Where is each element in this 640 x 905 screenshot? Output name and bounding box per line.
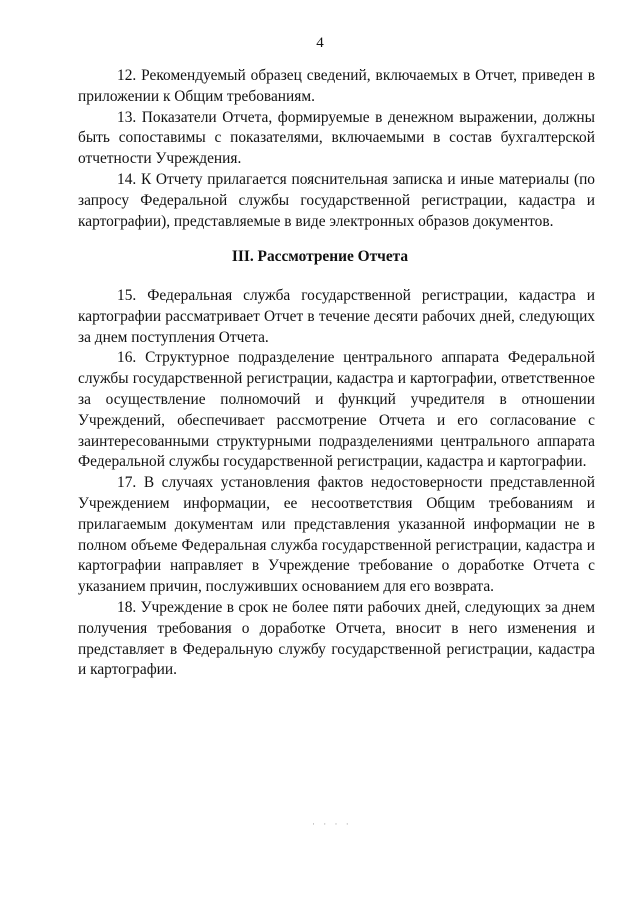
- section-heading: III. Рассмотрение Отчета: [231, 248, 409, 265]
- paragraphs-after-section: [78, 286, 595, 681]
- paragraph-12: 12. Рекомендуемый образец сведений, включаемых в Отчет, приведен в приложении к Общим требованиям.: [78, 67, 595, 105]
- paragraph-14: 14. К Отчету прилагается пояснительная записка и иные материалы (по запросу Федеральной службы государственной регистрации, кадастра и картографии), представляемые в виде электронных образов документов.: [78, 170, 595, 230]
- paragraph-18: 18. Учреждение в срок не более пяти рабочих дней, следующих за днем получения требования о доработке Отчета, вносит в него изменения и представляет в Федеральную службу государственной регистрации, кадастра и картографии.: [78, 598, 595, 679]
- paragraph-15: 15. Федеральная служба государственной регистрации, кадастра и картографии рассматривает Отчет в течение десяти рабочих дней, следующих за днем поступления Отчета.: [78, 287, 595, 346]
- paragraphs-before-section: [78, 66, 595, 232]
- paragraph-16: 16. Структурное подразделение центрального аппарата Федеральной службы государственной регистрации, кадастра и картографии, ответственное за осуществление полномочий и функций учредителя в отношении Учреждений, обеспечивает рассмотрение Отчета и его согласование с заинтересованными структурными подразделениями центрального аппарата Федеральной службы государственной регистрации, кадастра и картографии.: [78, 349, 595, 471]
- page-number: 4: [316, 35, 324, 51]
- paragraph-17: 17. В случаях установления фактов недостоверности представленной Учреждением информации, ее несоответствия Общим требованиям и прилагаемым документам или представления указанной информации не в полном объеме Федеральная служба государственной регистрации, кадастра и картографии направляет в Учреждение требование о доработке Отчета с указанием причин, послуживших основанием для его возврата.: [78, 474, 595, 596]
- scan-artifact: · · · ·: [312, 819, 352, 829]
- paragraph-13: 13. Показатели Отчета, формируемые в денежном выражении, должны быть сопоставимы с показателями, включаемыми в состав бухгалтерской отчетности Учреждения.: [78, 108, 595, 168]
